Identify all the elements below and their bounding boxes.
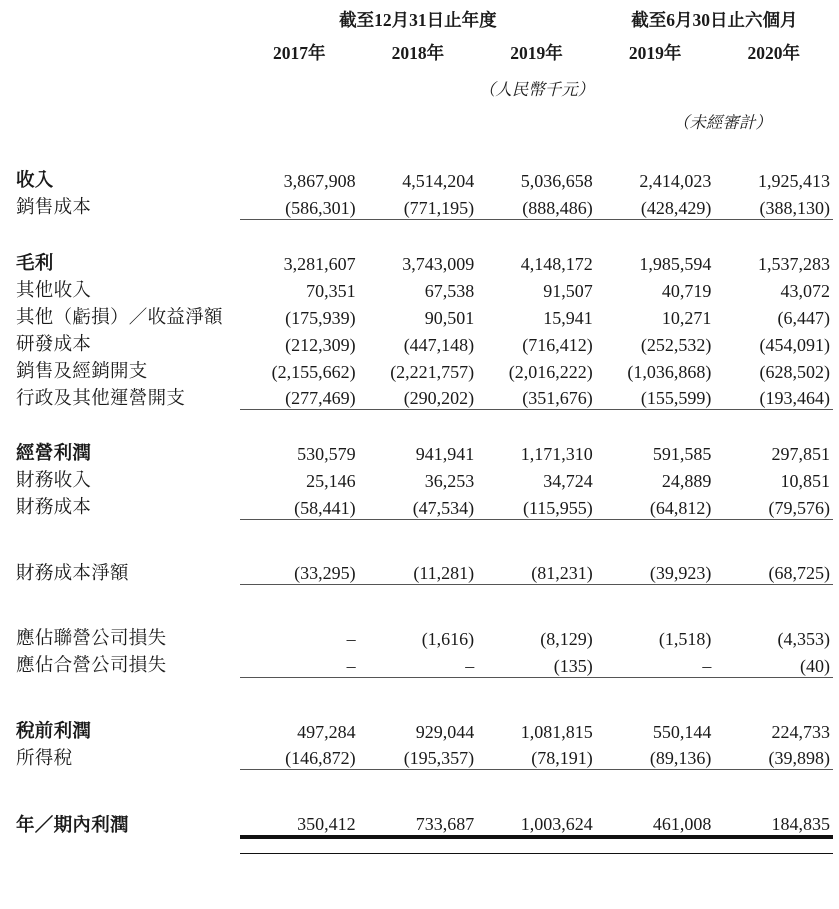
table-row — [0, 492, 833, 519]
header-group-interim: 截至6月30日止六個月 — [631, 10, 798, 30]
cell-income-tax-2019: (78,191) — [531, 748, 593, 768]
cell-net-finance-costs-2019: (81,231) — [531, 563, 593, 583]
row-gap — [0, 597, 833, 623]
cell-admin-other-opex-2019h: (155,599) — [640, 388, 712, 408]
unaudited-row-blank — [0, 102, 240, 135]
rule-2017 — [240, 410, 359, 423]
rule-label-blank — [0, 219, 240, 232]
rule-2018 — [359, 770, 478, 783]
gap-cell — [0, 690, 833, 716]
double-rule-2017 — [240, 837, 359, 853]
cell-other-income-2019: 91,507 — [543, 280, 593, 301]
currency-row-blank-2017 — [240, 69, 359, 102]
currency-row-blank-2020i — [714, 69, 833, 102]
subtotal-rule — [0, 770, 833, 783]
cell-admin-other-opex-2017: (277,469) — [285, 388, 356, 408]
row-gap — [0, 782, 833, 808]
rule-label-blank — [0, 410, 240, 423]
cell-finance-income-2020h: 10,851 — [780, 471, 830, 491]
row-label-operating-profit: 經營利潤 — [16, 444, 92, 464]
table-row — [0, 383, 833, 410]
cell-income-tax-2019h: (89,136) — [649, 748, 712, 768]
rule-label-blank — [0, 519, 240, 532]
row-label-profit-for-period: 年／期內利潤 — [16, 816, 129, 836]
header-col-2017: 2017年 — [273, 43, 326, 63]
gap-cell — [0, 532, 833, 558]
cell-rnd-costs-2018: (447,148) — [403, 334, 475, 355]
table-row — [0, 623, 833, 650]
cell-admin-other-opex-2018: (290,202) — [403, 388, 475, 408]
rule-2017 — [240, 770, 359, 783]
cell-cost-of-sales-2019: (888,486) — [522, 197, 593, 218]
cell-profit-before-tax-2017: 497,284 — [297, 721, 356, 742]
gap-cell — [0, 232, 833, 248]
rule-2019h — [596, 770, 715, 783]
cell-other-losses-gains-2020h: (6,447) — [777, 307, 830, 328]
unaudited-row-blank-2018 — [359, 102, 478, 135]
rule-label-blank — [0, 585, 240, 598]
cell-profit-for-period-2019: 1,003,624 — [520, 814, 593, 834]
rule-2018 — [359, 219, 478, 232]
unaudited-row-blank-2019a — [477, 102, 596, 135]
rule-label-blank — [0, 677, 240, 690]
cell-revenue-2017: 3,867,908 — [283, 171, 356, 191]
rule-2017 — [240, 519, 359, 532]
cell-gross-profit-2019: 4,148,172 — [520, 253, 593, 274]
rule-2019h — [596, 677, 715, 690]
cell-profit-before-tax-2019h: 550,144 — [652, 721, 712, 742]
row-label-income-tax: 所得稅 — [16, 748, 73, 769]
header-unaudited-row — [0, 102, 833, 135]
cell-operating-profit-2017: 530,579 — [297, 444, 356, 464]
cell-share-loss-jv-2017: – — [346, 655, 356, 676]
cell-profit-before-tax-2019: 1,081,815 — [520, 721, 593, 742]
gap-cell — [0, 782, 833, 808]
rule-2018 — [359, 519, 478, 532]
row-label-share-loss-jv: 應佔合營公司損失 — [16, 656, 167, 676]
cell-share-loss-associates-2019: (8,129) — [540, 629, 593, 649]
rule-2020h — [714, 519, 833, 532]
double-rule-2018 — [359, 837, 478, 853]
cell-cost-of-sales-2017: (586,301) — [285, 197, 356, 218]
header-col-2018: 2018年 — [391, 43, 445, 63]
cell-share-loss-associates-2018: (1,616) — [421, 629, 475, 649]
cell-rnd-costs-2017: (212,309) — [285, 334, 356, 355]
currency-row-blank — [0, 69, 240, 102]
cell-profit-before-tax-2020h: 224,733 — [771, 721, 830, 742]
cell-finance-costs-2017: (58,441) — [294, 497, 356, 518]
table-row — [0, 275, 833, 302]
cell-revenue-2019h: 2,414,023 — [639, 171, 712, 191]
subtotal-rule — [0, 219, 833, 232]
header-col-2019-annual: 2019年 — [510, 43, 563, 63]
rule-2019h — [596, 519, 715, 532]
cell-income-tax-2018: (195,357) — [403, 748, 475, 768]
cell-other-income-2020h: 43,072 — [780, 280, 830, 301]
table-header — [0, 0, 833, 165]
table-row — [0, 743, 833, 770]
row-label-revenue: 收入 — [16, 171, 54, 191]
rule-2019 — [477, 410, 596, 423]
cell-share-loss-jv-2020h: (40) — [800, 655, 830, 676]
rule-2018 — [359, 585, 478, 598]
rule-2020h — [714, 410, 833, 423]
rule-2020h — [714, 585, 833, 598]
cell-profit-before-tax-2018: 929,044 — [415, 721, 475, 742]
cell-net-finance-costs-2020h: (68,725) — [768, 563, 830, 583]
cell-selling-distribution-2020h: (628,502) — [759, 361, 830, 382]
header-col-2019-interim: 2019年 — [628, 43, 682, 63]
currency-row-blank-2018 — [359, 69, 478, 102]
cell-net-finance-costs-2019h: (39,923) — [649, 563, 712, 583]
double-rule-2019 — [477, 837, 596, 853]
cell-share-loss-jv-2019: (135) — [553, 655, 593, 676]
rule-2019 — [477, 677, 596, 690]
row-label-other-income: 其他收入 — [16, 280, 92, 301]
cell-cost-of-sales-2018: (771,195) — [403, 197, 475, 218]
cell-share-loss-associates-2019h: (1,518) — [658, 629, 712, 649]
cell-profit-for-period-2018: 733,687 — [415, 814, 475, 834]
row-gap — [0, 532, 833, 558]
row-label-finance-costs: 財務成本 — [16, 498, 92, 518]
row-label-profit-before-tax: 稅前利潤 — [16, 721, 92, 742]
header-year-row — [0, 35, 833, 69]
currency-row-blank-2019i — [596, 69, 715, 102]
row-label-selling-distribution: 銷售及經銷開支 — [16, 361, 148, 382]
table-row — [0, 716, 833, 743]
cell-cost-of-sales-2020h: (388,130) — [759, 197, 830, 218]
double-rule-2020h — [714, 837, 833, 853]
cell-rnd-costs-2019: (716,412) — [522, 334, 593, 355]
rule-2017 — [240, 219, 359, 232]
subtotal-rule — [0, 677, 833, 690]
cell-finance-costs-2018: (47,534) — [412, 497, 475, 518]
double-rule-2019h — [596, 837, 715, 853]
cell-operating-profit-2019h: 591,585 — [652, 444, 712, 464]
header-currency-row — [0, 69, 833, 102]
cell-operating-profit-2019: 1,171,310 — [520, 444, 593, 464]
cell-gross-profit-2020h: 1,537,283 — [758, 253, 830, 274]
cell-finance-costs-2019: (115,955) — [522, 497, 593, 518]
table-row — [0, 302, 833, 329]
cell-operating-profit-2020h: 297,851 — [771, 444, 830, 464]
cell-selling-distribution-2018: (2,221,757) — [390, 361, 475, 382]
cell-share-loss-associates-2017: – — [346, 629, 356, 649]
rule-2019h — [596, 219, 715, 232]
row-label-share-loss-associates: 應佔聯營公司損失 — [16, 629, 167, 649]
header-group-annual: 截至12月31日止年度 — [339, 10, 497, 30]
unaudited-row-blank-2017 — [240, 102, 359, 135]
header-year-blank — [0, 35, 240, 69]
total-double-rule — [0, 837, 833, 853]
rule-2020h — [714, 677, 833, 690]
cell-other-income-2018: 67,538 — [424, 280, 475, 301]
cell-admin-other-opex-2020h: (193,464) — [759, 388, 830, 408]
rule-2017 — [240, 677, 359, 690]
rule-2019h — [596, 410, 715, 423]
unaudited-note: （未經審計） — [672, 113, 772, 132]
rule-2017 — [240, 585, 359, 598]
double-rule-label-blank — [0, 837, 240, 853]
cell-operating-profit-2018: 941,941 — [415, 444, 475, 464]
row-label-finance-income: 財務收入 — [16, 471, 92, 491]
cell-gross-profit-2019h: 1,985,594 — [639, 253, 712, 274]
header-corner-blank — [0, 0, 240, 35]
row-label-cost-of-sales: 銷售成本 — [16, 198, 92, 218]
cell-selling-distribution-2019h: (1,036,868) — [627, 361, 712, 382]
cell-profit-for-period-2017: 350,412 — [297, 814, 356, 834]
cell-income-tax-2020h: (39,898) — [768, 748, 830, 768]
cell-share-loss-jv-2018: – — [465, 655, 475, 676]
rule-2019 — [477, 519, 596, 532]
table-row — [0, 465, 833, 492]
table-body — [0, 165, 833, 853]
cell-revenue-2020h: 1,925,413 — [758, 171, 830, 191]
rule-2019 — [477, 585, 596, 598]
rule-2019h — [596, 585, 715, 598]
row-gap — [0, 690, 833, 716]
cell-finance-income-2019h: 24,889 — [661, 471, 712, 491]
cell-net-finance-costs-2018: (11,281) — [413, 563, 475, 583]
cell-profit-for-period-2020h: 184,835 — [771, 814, 830, 834]
subtotal-rule — [0, 410, 833, 423]
cell-finance-income-2018: 36,253 — [424, 471, 475, 491]
table-row — [0, 438, 833, 465]
cell-revenue-2019: 5,036,658 — [520, 171, 593, 191]
cell-cost-of-sales-2019h: (428,429) — [640, 197, 712, 218]
row-gap — [0, 422, 833, 438]
gap-cell — [0, 422, 833, 438]
table-row — [0, 808, 833, 837]
header-col-2020-interim: 2020年 — [747, 43, 800, 63]
table-row — [0, 650, 833, 677]
cell-other-losses-gains-2019h: 10,271 — [661, 307, 712, 328]
cell-share-loss-associates-2020h: (4,353) — [777, 629, 830, 649]
cell-admin-other-opex-2019: (351,676) — [522, 388, 593, 408]
rule-2020h — [714, 770, 833, 783]
row-label-gross-profit: 毛利 — [16, 253, 54, 274]
table-row — [0, 165, 833, 192]
header-bottom-spacer — [0, 135, 833, 165]
cell-other-losses-gains-2019: 15,941 — [543, 307, 593, 328]
rule-2019 — [477, 770, 596, 783]
row-gap — [0, 232, 833, 248]
table-row — [0, 329, 833, 356]
row-label-admin-other-opex: 行政及其他運營開支 — [16, 388, 186, 409]
row-label-other-losses-gains-net: 其他（虧損）／收益淨額 — [16, 307, 223, 328]
gap-cell — [0, 597, 833, 623]
table-row — [0, 248, 833, 275]
cell-income-tax-2017: (146,872) — [285, 748, 356, 768]
cell-finance-income-2017: 25,146 — [306, 471, 356, 491]
cell-selling-distribution-2019: (2,016,222) — [508, 361, 593, 382]
rule-label-blank — [0, 770, 240, 783]
cell-other-income-2019h: 40,719 — [661, 280, 712, 301]
cell-gross-profit-2017: 3,281,607 — [283, 253, 356, 274]
cell-finance-income-2019: 34,724 — [543, 471, 593, 491]
subtotal-rule — [0, 519, 833, 532]
row-label-rnd-costs: 研發成本 — [16, 334, 92, 355]
header-spacer-cell — [0, 135, 833, 165]
cell-revenue-2018: 4,514,204 — [402, 171, 475, 191]
cell-finance-costs-2020h: (79,576) — [768, 497, 830, 518]
table-row — [0, 558, 833, 585]
cell-other-losses-gains-2018: 90,501 — [424, 307, 475, 328]
cell-other-income-2017: 70,351 — [306, 280, 356, 301]
cell-other-losses-gains-2017: (175,939) — [285, 307, 356, 328]
cell-rnd-costs-2019h: (252,532) — [640, 334, 712, 355]
table-row — [0, 356, 833, 383]
cell-share-loss-jv-2019h: – — [702, 655, 712, 676]
cell-finance-costs-2019h: (64,812) — [649, 497, 712, 518]
cell-profit-for-period-2019h: 461,008 — [652, 814, 712, 834]
cell-gross-profit-2018: 3,743,009 — [402, 253, 475, 274]
row-label-net-finance-costs: 財務成本淨額 — [16, 563, 129, 584]
rule-2020h — [714, 219, 833, 232]
rule-2018 — [359, 677, 478, 690]
cell-net-finance-costs-2017: (33,295) — [294, 563, 356, 583]
table-row — [0, 192, 833, 219]
subtotal-rule — [0, 585, 833, 598]
rule-2019 — [477, 219, 596, 232]
rule-2018 — [359, 410, 478, 423]
cell-rnd-costs-2020h: (454,091) — [759, 334, 830, 355]
header-group-row — [0, 0, 833, 35]
currency-unit-note: （人民幣千元） — [478, 80, 595, 99]
cell-selling-distribution-2017: (2,155,662) — [271, 361, 356, 382]
